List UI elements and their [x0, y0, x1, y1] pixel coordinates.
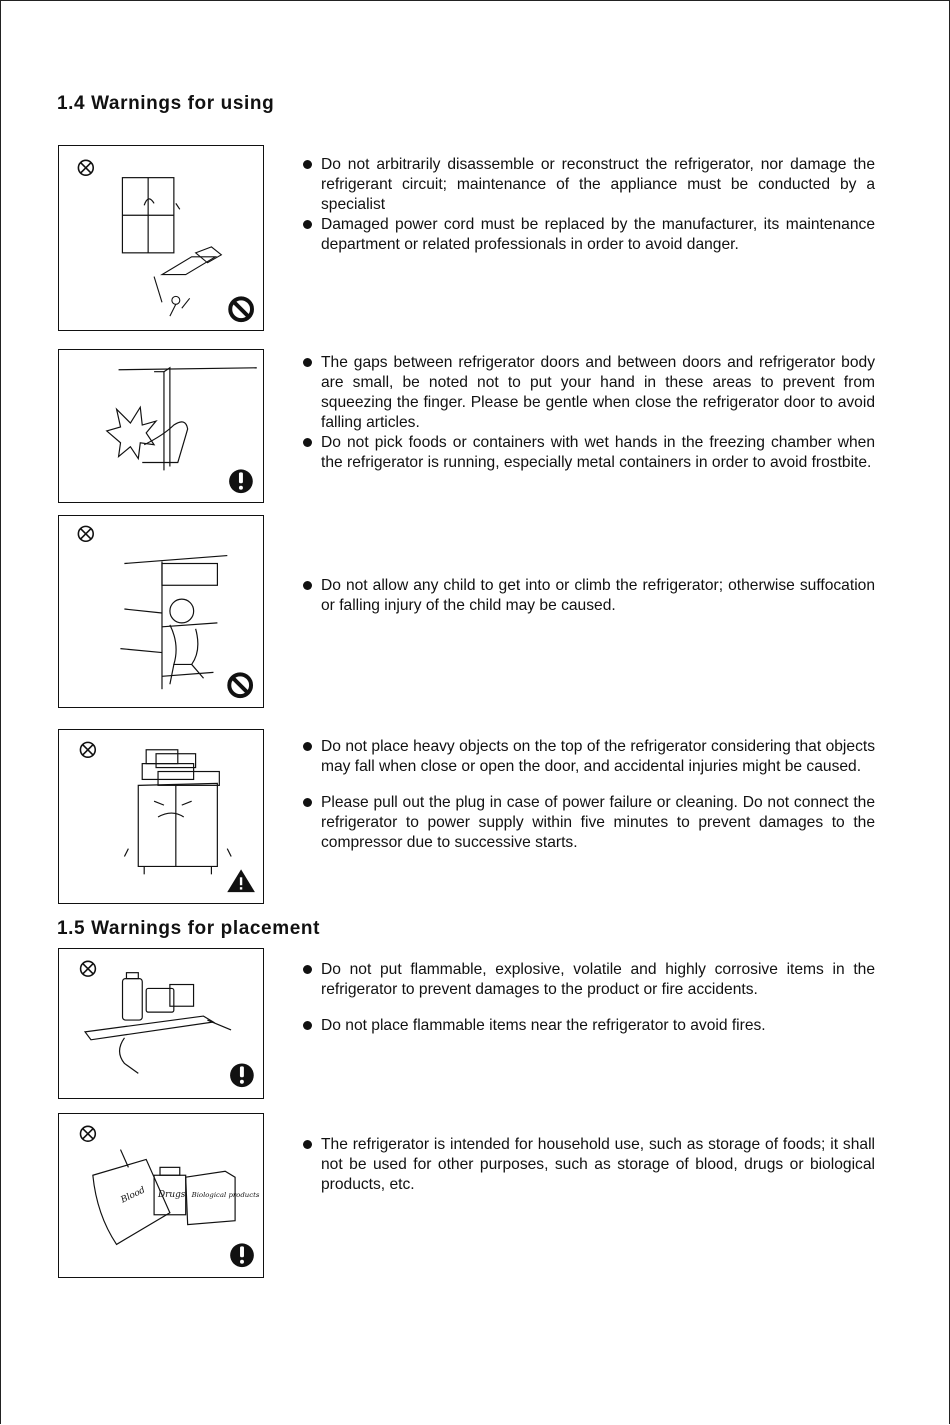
warning-text-item-3 [302, 576, 875, 616]
no-symbol-icon [81, 961, 96, 976]
figure-disassembly [58, 145, 264, 331]
figure-child-climbing [58, 515, 264, 708]
bullet-text: Do not pick foods or containers with wet hands in the freezing chamber when the refrigerator is running, especially metal containers in order to avoid frostbite. [302, 433, 875, 473]
tools-illustration-icon [154, 247, 221, 316]
bullet-text: Damaged power cord must be replaced by the manufacturer, its maintenance department or related professionals in order to avoid danger. [302, 215, 875, 255]
bullet-text: Do not place heavy objects on the top of the refrigerator considering that objects may fall when close or open the door, and accidental injuries might be caused. [302, 737, 875, 777]
warning-text-item-1 [302, 155, 875, 255]
warning-text-item-5 [302, 960, 875, 1036]
exclamation-icon [230, 1063, 254, 1087]
figure-label-blood: Blood [119, 1185, 147, 1206]
figure-household-use [58, 1113, 264, 1278]
figure-labels [119, 1185, 260, 1206]
bullet-text: Do not place flammable items near the refrigerator to avoid fires. [302, 1016, 875, 1036]
figure-door-gaps [58, 349, 264, 503]
door-pinch-illustration-icon [107, 368, 257, 471]
warning-text-item-4 [302, 737, 875, 853]
warning-text-item-2 [302, 353, 875, 473]
exclamation-icon [230, 1243, 254, 1267]
child-climbing-illustration-icon [120, 556, 227, 690]
no-symbol-icon [78, 526, 93, 541]
section-heading-warnings-for-using: 1.4 Warnings for using [57, 93, 275, 114]
bullet-text: Please pull out the plug in case of power failure or cleaning. Do not connect the refrigerator to power supply within five minutes to prevent damages to the compressor due to successive starts. [302, 793, 875, 853]
exclamation-icon [229, 469, 253, 493]
figure-label-biological-products: Biological products [191, 1190, 260, 1199]
section-heading-warnings-for-placement: 1.5 Warnings for placement [57, 918, 321, 939]
no-symbol-icon [78, 160, 93, 175]
flammable-bottles-illustration-icon [85, 973, 231, 1074]
bullet-text: Do not allow any child to get into or climb the refrigerator; otherwise suffocation or falling injury of the child may be caused. [302, 576, 875, 616]
no-symbol-icon [80, 742, 95, 757]
refrigerator-illustration-icon [122, 178, 179, 253]
warning-triangle-icon [227, 869, 255, 892]
no-symbol-icon [80, 1126, 95, 1141]
bullet-text: The refrigerator is intended for household use, such as storage of foods; it shall not be used for other purposes, such as storage of blood, drugs or biological products, etc. [302, 1135, 875, 1195]
prohibition-icon [230, 298, 252, 320]
overloaded-refrigerator-illustration-icon [124, 750, 231, 875]
figure-heavy-objects [58, 729, 264, 904]
figure-flammable-items [58, 948, 264, 1099]
bullet-text: The gaps between refrigerator doors and between doors and refrigerator body are small, be noted not to put your hand in these areas to prevent from squeezing the finger. Please be gentle when close the refrigerator door to avoid falling articles. [302, 353, 875, 433]
prohibition-icon [229, 674, 251, 696]
bullet-text: Do not arbitrarily disassemble or reconstruct the refrigerator, nor damage the refrigerant circuit; maintenance of the appliance must be conducted by a specialist [302, 155, 875, 215]
figure-label-drugs: Drugs [158, 1189, 186, 1200]
warning-text-item-6 [302, 1135, 875, 1195]
bullet-text: Do not put flammable, explosive, volatile and highly corrosive items in the refrigerator to prevent damages to the product or fire accidents. [302, 960, 875, 1000]
